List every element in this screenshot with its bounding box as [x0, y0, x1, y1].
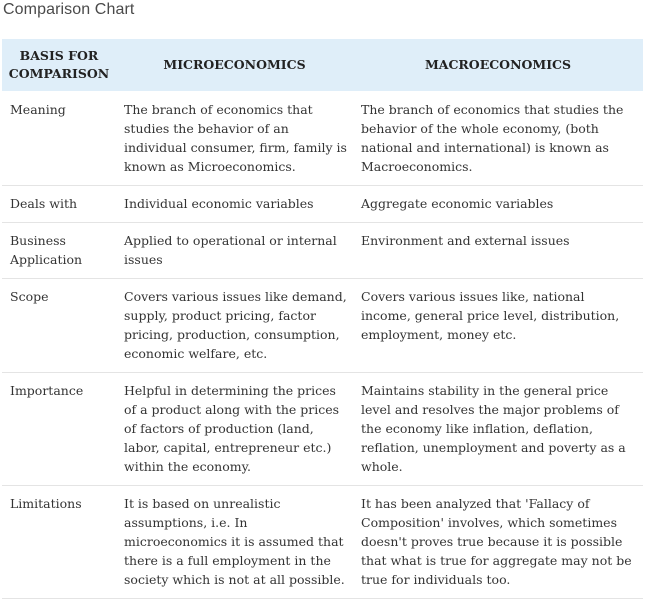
cell-micro: The branch of economics that studies the behavior of an individual consumer, firm, family is known as Microeconomics. — [116, 91, 353, 186]
cell-basis: Deals with — [2, 186, 116, 223]
cell-basis: Limitations — [2, 486, 116, 599]
table-row — [2, 373, 643, 486]
cell-micro: Covers various issues like demand, supply, product pricing, factor pricing, production, consumption, economic welfare, etc. — [116, 279, 353, 373]
table-row — [2, 186, 643, 223]
header-microeconomics: MICROECONOMICS — [116, 39, 353, 91]
page-title: Comparison Chart — [3, 1, 135, 18]
cell-macro: Aggregate economic variables — [353, 186, 643, 223]
cell-micro: It is based on unrealistic assumptions, i.e. In microeconomics it is assumed that there is a full employment in the society which is not at all possible. — [116, 486, 353, 599]
cell-micro: Applied to operational or internal issues — [116, 223, 353, 279]
cell-basis: Importance — [2, 373, 116, 486]
cell-basis: Business Application — [2, 223, 116, 279]
header-row — [2, 39, 643, 91]
cell-micro: Individual economic variables — [116, 186, 353, 223]
cell-macro: Covers various issues like, national income, general price level, distribution, employment, money etc. — [353, 279, 643, 373]
table-row — [2, 91, 643, 186]
table-body — [2, 91, 643, 599]
cell-basis: Meaning — [2, 91, 116, 186]
header-basis: BASIS FOR COMPARISON — [2, 39, 116, 91]
cell-macro: It has been analyzed that 'Fallacy of Composition' involves, which sometimes doesn't proves true because it is possible that what is true for aggregate may not be true for individuals too. — [353, 486, 643, 599]
cell-macro: The branch of economics that studies the behavior of the whole economy, (both national and international) is known as Macroeconomics. — [353, 91, 643, 186]
table-row — [2, 279, 643, 373]
comparison-table — [2, 39, 643, 599]
cell-micro: Helpful in determining the prices of a product along with the prices of factors of production (land, labor, capital, entrepreneur etc.) within the economy. — [116, 373, 353, 486]
cell-macro: Maintains stability in the general price level and resolves the major problems of the economy like inflation, deflation, reflation, unemployment and poverty as a whole. — [353, 373, 643, 486]
header-macroeconomics: MACROECONOMICS — [353, 39, 643, 91]
table-row — [2, 223, 643, 279]
table-header — [2, 39, 643, 91]
cell-basis: Scope — [2, 279, 116, 373]
cell-macro: Environment and external issues — [353, 223, 643, 279]
table-row — [2, 486, 643, 599]
